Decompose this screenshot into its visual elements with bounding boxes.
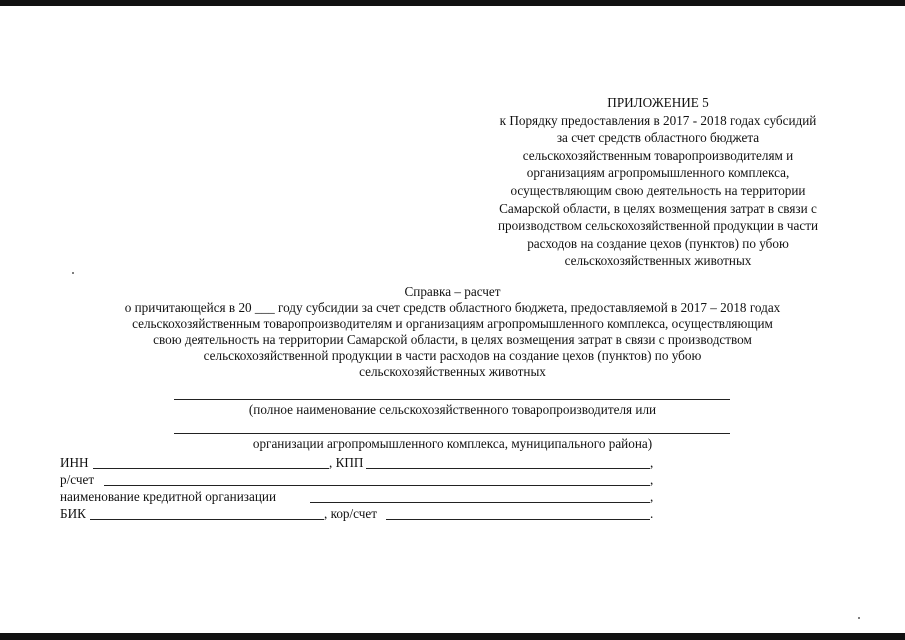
kpp-field[interactable] <box>366 468 650 469</box>
name-caption-1: (полное наименование сельскохозяйственного товаропроизводителя или <box>248 402 657 417</box>
appendix-line: за счет средств областного бюджета <box>556 130 760 146</box>
inn-kpp-row <box>60 455 660 471</box>
appendix-line: к Порядку предоставления в 2017 - 2018 годах субсидий <box>499 112 817 128</box>
bik-label: БИК <box>60 506 86 521</box>
name-caption-2: организации агропромышленного комплекса, муниципального района) <box>252 436 653 451</box>
corr-label: , кор/счет <box>324 506 378 521</box>
bik-corr-row <box>60 506 660 522</box>
scan-speck <box>858 617 860 619</box>
inn-label: ИНН <box>60 455 89 470</box>
appendix-line: производством сельскохозяйственной продукции в части <box>497 218 819 234</box>
appendix-block <box>468 94 848 270</box>
scan-speck <box>72 272 74 274</box>
document-heading <box>0 284 905 380</box>
page-bottom-edge <box>0 633 905 640</box>
account-label: р/счет <box>60 472 95 487</box>
bank-row <box>60 489 660 505</box>
account-row <box>60 472 660 488</box>
row-comma: , <box>650 489 654 504</box>
bank-field[interactable] <box>310 502 650 503</box>
corr-field[interactable] <box>386 519 650 520</box>
name-blank-line-1[interactable] <box>174 399 730 400</box>
row-comma: , <box>650 455 654 470</box>
appendix-line: осуществляющим свою деятельность на территории <box>510 182 806 198</box>
kpp-label: , КПП <box>329 455 364 470</box>
heading-line: сельскохозяйственной продукции в части расходов на создание цехов (пунктов) по убою <box>203 348 702 363</box>
heading-line: о причитающейся в 20 ___ году субсидии за счет средств областного бюджета, предоставляемой в 2017 – 2018 годах <box>124 300 781 315</box>
account-field[interactable] <box>104 485 650 486</box>
row-comma: , <box>650 472 654 487</box>
name-blank-line-2[interactable] <box>174 433 730 434</box>
heading-line: сельскохозяйственным товаропроизводителям и организациям агропромышленного комплекса, осуществляющим <box>132 316 773 331</box>
appendix-line: сельскохозяйственным товаропроизводителям и <box>522 147 794 163</box>
appendix-title: ПРИЛОЖЕНИЕ 5 <box>607 95 709 110</box>
appendix-line: организациям агропромышленного комплекса, <box>526 165 790 181</box>
bik-field[interactable] <box>90 519 324 520</box>
heading-line: сельскохозяйственных животных <box>359 364 546 379</box>
appendix-line: расходов на создание цехов (пунктов) по убою <box>527 235 789 251</box>
row-period: . <box>650 506 654 521</box>
document-title: Справка – расчет <box>404 284 501 299</box>
bank-label: наименование кредитной организации <box>60 489 277 504</box>
heading-line: свою деятельность на территории Самарской области, в целях возмещения затрат в связи с производством <box>153 332 752 347</box>
appendix-line: Самарской области, в целях возмещения затрат в связи с <box>499 200 817 216</box>
inn-field[interactable] <box>93 468 329 469</box>
page-top-edge <box>0 0 905 6</box>
appendix-line: сельскохозяйственных животных <box>564 253 752 269</box>
